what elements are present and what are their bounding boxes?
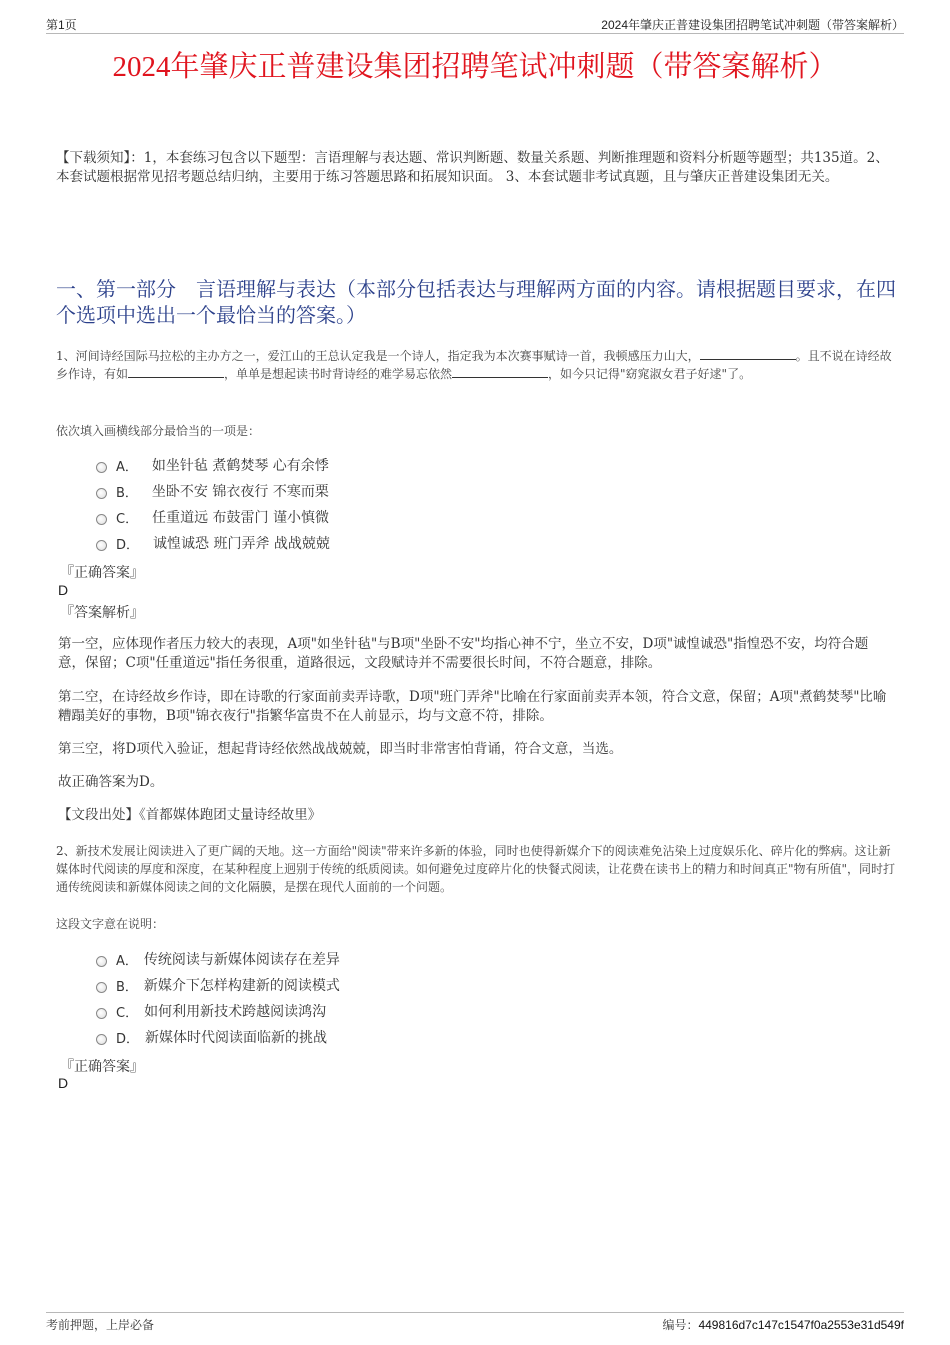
option-text: 新媒体时代阅读面临新的挑战 [145,1030,328,1046]
option-text: 如何利用新技术跨越阅读鸿沟 [144,1004,327,1020]
correct-answer-label: 『正确答案』 [60,1059,144,1075]
analysis-label: 『答案解析』 [60,605,144,621]
option-key: D． [116,537,140,553]
fill-blank-3 [452,365,548,378]
option-text: 新媒介下怎样构建新的阅读模式 [143,978,340,994]
radio-icon[interactable] [96,488,107,499]
footer-slogan: 考前押题，上岸必备 [46,1318,155,1332]
correct-answer: D [58,1075,69,1091]
analysis-conclusion: 故正确答案为D。 [58,774,164,790]
code-label: 编号： [662,1318,699,1332]
option-text: 传统阅读与新媒体阅读存在差异 [143,952,340,968]
option-text: 如坐针毡 煮鹤焚琴 心有余悸 [151,458,329,474]
page-footer [46,1312,904,1332]
stem-text: ，单单是想起读书时背诗经的难学易忘依然 [224,367,453,381]
page-number: 第1页 [46,18,77,32]
option-text: 坐卧不安 锦衣夜行 不寒而栗 [151,484,329,500]
analysis-paragraph-1: 第一空，应体现作者压力较大的表现，A项"如坐针毡"与B项"坐卧不安"均指心神不宁，坐立不安，D项"诚惶诚恐"指惶恐不安，均符合题意，保留；C项"任重道远"指任务很重，道路很远，文段赋诗并不需要很长时间，不符合题意，排除。 [58,636,869,671]
option-text: 任重道远 布鼓雷门 谨小慎微 [152,510,329,526]
fill-blank-2 [128,365,224,378]
question-2-stem: 2、新技术发展让阅读进入了更广阔的天地。这一方面给"阅读"带来许多新的体验，同时也使得新媒介下的阅读难免沾染上过度娱乐化、碎片化的弊病。这让新媒体时代阅读的厚度和深度，在某种程度上迥别于传统的纸质阅读。如何避免过度碎片化的快餐式阅读，让花费在读书上的精力和时间真正"物有所值"，同时打通传统阅读和新媒体阅读之间的文化隔膜，是摆在现代人面前的一个问题。 [56,844,896,894]
option-key: C． [116,511,139,527]
section-heading: 一、第一部分 言语理解与表达（本部分包括表达与理解两方面的内容。请根据题目要求，在四个选项中选出一个最恰当的答案。） [56,277,896,327]
question-2-prompt: 这段文字意在说明： [56,917,165,931]
radio-icon[interactable] [96,956,107,967]
correct-answer-label: 『正确答案』 [60,565,144,581]
source-citation: 【文段出处】《首都媒体跑团丈量诗经故里》 [58,807,322,823]
analysis-paragraph-3: 第三空，将D项代入验证，想起背诗经依然战战兢兢，即当时非常害怕背诵，符合文意，当选。 [58,741,623,757]
radio-icon[interactable] [96,982,107,993]
option-c[interactable] [96,504,330,530]
question-2-options [96,946,340,1050]
correct-answer: D [58,582,69,598]
option-b[interactable] [96,972,340,998]
fill-blank-1 [700,347,796,360]
option-c[interactable] [96,998,340,1024]
code-value: 449816d7c147c1547f0a2553e31d549f [698,1318,904,1332]
option-key: C． [116,1005,139,1021]
header-doc-title: 2024年肇庆正普建设集团招聘笔试冲刺题（带答案解析） [601,18,904,32]
option-text: 诚惶诚恐 班门弄斧 战战兢兢 [153,536,330,552]
question-1-options [96,452,330,556]
option-a[interactable] [96,946,340,972]
document-title: 2024年肇庆正普建设集团招聘笔试冲刺题（带答案解析） [112,51,838,83]
option-a[interactable] [96,452,330,478]
option-b[interactable] [96,478,330,504]
question-1-stem [56,347,896,383]
stem-text: 1、河间诗经国际马拉松的主办方之一，爱江山的王总认定我是一个诗人，指定我为本次赛事赋诗一首，我顿感压力山大， [56,349,700,363]
radio-icon[interactable] [96,1034,107,1045]
radio-icon[interactable] [96,1008,107,1019]
option-key: A． [116,459,138,475]
question-1-prompt: 依次填入画横线部分最恰当的一项是： [56,424,261,438]
option-d[interactable] [96,530,330,556]
stem-text: 。且不说在诗经故乡作诗，有如 [56,349,892,381]
radio-icon[interactable] [96,462,107,473]
document-code [662,1316,904,1333]
option-key: B． [116,979,138,995]
download-notice: 【下载须知】：1，本套练习包含以下题型：言语理解与表达题、常识判断题、数量关系题、判断推理题和资料分析题等题型；共135道。2、本套试题根据常见招考题总结归纳，主要用于练习答题思路和拓展知识面。 3、本套试题非考试真题，且与肇庆正普建设集团无关。 [56,150,889,185]
option-key: A． [116,953,138,969]
analysis-paragraph-2: 第二空，在诗经故乡作诗，即在诗歌的行家面前卖弄诗歌，D项"班门弄斧"比喻在行家面前卖弄本领，符合文意，保留；A项"煮鹤焚琴"比喻糟蹋美好的事物，B项"锦衣夜行"指繁华富贵不在人前显示，均与文意不符，排除。 [58,689,887,724]
radio-icon[interactable] [96,540,107,551]
option-key: B． [116,485,138,501]
stem-text: ，如今只记得"窈窕淑女君子好逑"了。 [548,367,752,381]
radio-icon[interactable] [96,514,107,525]
option-d[interactable] [96,1024,340,1050]
option-key: D． [116,1031,140,1047]
page-header [46,14,904,34]
